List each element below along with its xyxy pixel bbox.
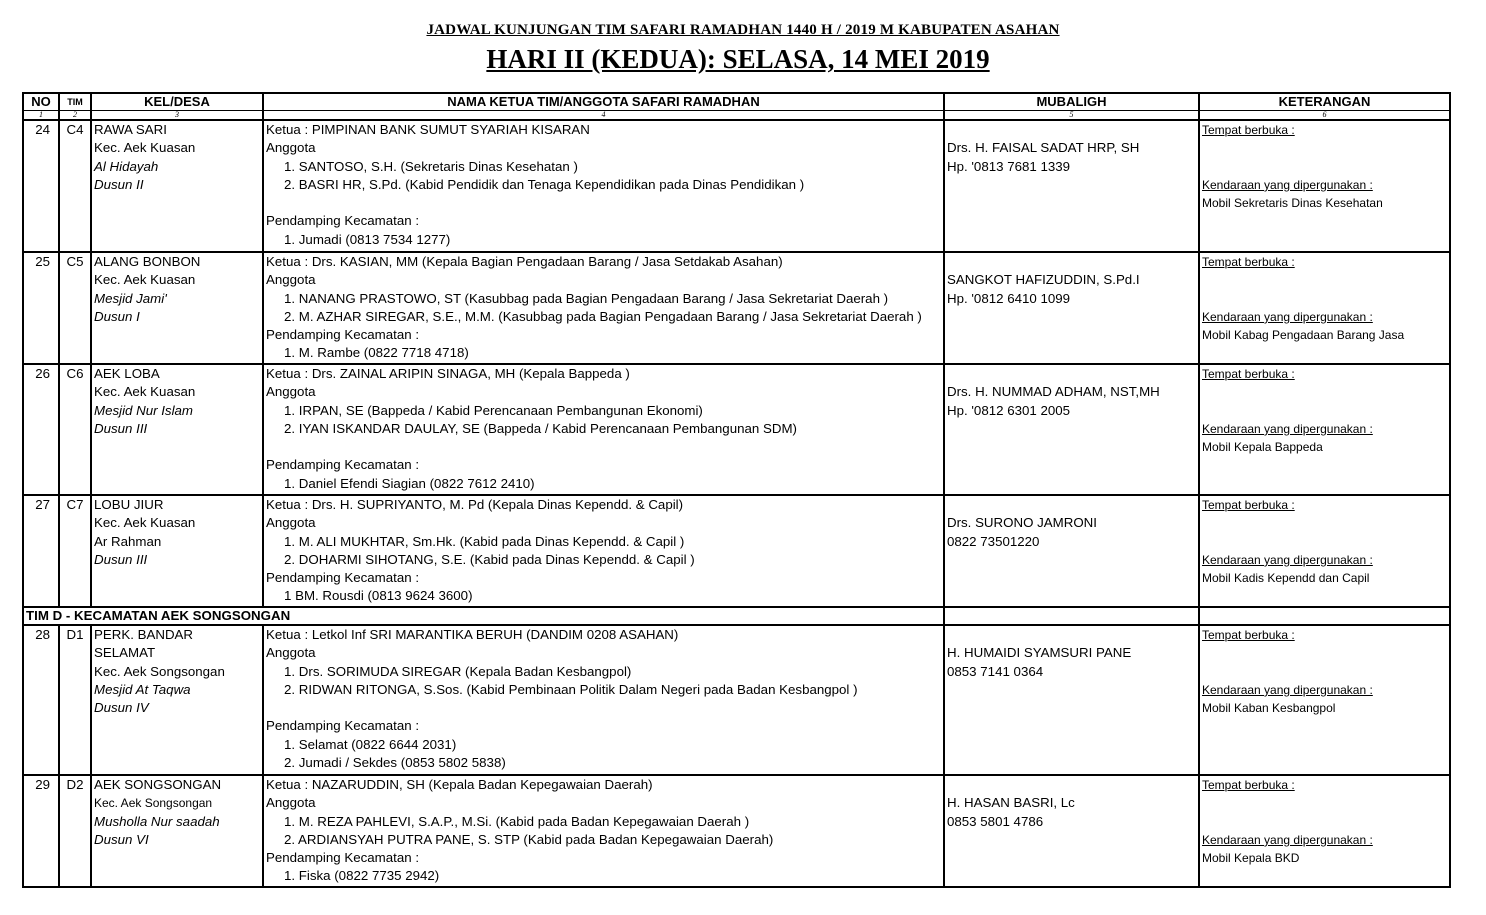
hamlet: Dusun VI xyxy=(94,831,149,847)
village-name: LOBU JIUR xyxy=(94,497,164,512)
preacher-name: Drs. SURONO JAMRONI xyxy=(947,515,1097,531)
document-subtitle: HARI II (KEDUA): SELASA, 14 MEI 2019 xyxy=(486,44,990,74)
team-leader: Ketua : PIMPINAN BANK SUMUT SYARIAH KISARAN xyxy=(266,122,590,137)
header-kel-desa: KEL/DESA xyxy=(91,93,263,111)
preacher-cell xyxy=(944,364,1199,495)
team-leader: Ketua : Drs. ZAINAL ARIPIN SINAGA, MH (Kepala Bappeda ) xyxy=(266,366,630,381)
village-cell xyxy=(91,364,263,495)
village-name: RAWA SARI xyxy=(94,122,167,137)
village-cell xyxy=(91,625,263,775)
preacher-cell xyxy=(944,252,1199,364)
vehicle-label: Kendaraan yang dipergunakan : xyxy=(1202,309,1373,324)
companion-label: Pendamping Kecamatan : xyxy=(266,457,420,473)
col-index: 1 xyxy=(23,111,59,121)
member: 2. RIDWAN RITONGA, S.Sos. (Kabid Pembinaan Politik Dalam Negeri pada Badan Kesbangpol ) xyxy=(284,681,858,697)
row-number: 26 xyxy=(23,364,59,495)
table-row xyxy=(23,364,1450,495)
members-label: Anggota xyxy=(266,795,316,811)
document-title: JADWAL KUNJUNGAN TIM SAFARI RAMADHAN 1440 H / 2019 M KABUPATEN ASAHAN xyxy=(426,22,1060,38)
hamlet: Dusun III xyxy=(94,551,148,567)
team-members-cell xyxy=(263,364,944,495)
table-row xyxy=(23,625,1450,775)
hamlet: Dusun II xyxy=(94,176,144,192)
village-cell xyxy=(91,775,263,887)
preacher-name: Drs. H. NUMMAD ADHAM, NST,MH xyxy=(947,384,1160,400)
column-index-row xyxy=(23,111,1450,121)
member: 2. DOHARMI SIHOTANG, S.E. (Kabid pada Dinas Kependd. & Capil ) xyxy=(284,551,695,567)
section-header xyxy=(23,607,1450,625)
vehicle-label: Kendaraan yang dipergunakan : xyxy=(1202,832,1373,847)
team-leader: Ketua : Drs. H. SUPRIYANTO, M. Pd (Kepala Dinas Kependd. & Capil) xyxy=(266,497,684,512)
vehicle: Mobil Kepala BKD xyxy=(1202,851,1300,866)
companion-label: Pendamping Kecamatan : xyxy=(266,850,420,866)
village-name: ALANG BONBON xyxy=(94,254,201,269)
team-members-cell xyxy=(263,775,944,887)
notes-cell xyxy=(1199,625,1450,775)
preacher-phone: Hp. '0813 7681 1339 xyxy=(947,158,1071,174)
hamlet: Dusun IV xyxy=(94,700,149,716)
companion-label: Pendamping Kecamatan : xyxy=(266,718,420,734)
team-code: C6 xyxy=(59,364,91,495)
preacher-cell xyxy=(944,495,1199,607)
iftar-place-label: Tempat berbuka : xyxy=(1202,367,1295,381)
companion-label: Pendamping Kecamatan : xyxy=(266,570,420,586)
row-number: 25 xyxy=(23,252,59,364)
member: 2. IYAN ISKANDAR DAULAY, SE (Bappeda / Kabid Perencanaan Pembangunan SDM) xyxy=(284,420,797,436)
district: Kec. Aek Kuasan xyxy=(94,384,196,400)
village-cell xyxy=(91,495,263,607)
members-label: Anggota xyxy=(266,384,316,400)
col-index: 5 xyxy=(944,111,1199,121)
preacher-cell xyxy=(944,120,1199,252)
header-mubaligh: MUBALIGH xyxy=(944,93,1199,111)
section-title: TIM D - KECAMATAN AEK SONGSONGAN xyxy=(23,607,944,625)
team-leader: Ketua : Letkol Inf SRI MARANTIKA BERUH (DANDIM 0208 ASAHAN) xyxy=(266,627,679,642)
village-name: AEK SONGSONGAN xyxy=(94,777,222,792)
iftar-place-label: Tempat berbuka : xyxy=(1202,628,1295,642)
table-row xyxy=(23,775,1450,887)
preacher-phone: 0822 73501220 xyxy=(947,533,1040,549)
mosque: Ar Rahman xyxy=(94,533,162,549)
companion: 1. Fiska (0822 7735 2942) xyxy=(284,868,440,884)
members-label: Anggota xyxy=(266,272,316,288)
vehicle: Mobil Kaban Kesbangpol xyxy=(1202,701,1336,716)
iftar-place-label: Tempat berbuka : xyxy=(1202,123,1295,137)
mosque: Musholla Nur saadah xyxy=(94,813,220,829)
header-row xyxy=(23,93,1450,111)
vehicle: Mobil Kadis Kependd dan Capil xyxy=(1202,571,1370,586)
row-number: 27 xyxy=(23,495,59,607)
members-label: Anggota xyxy=(266,515,316,531)
notes-cell xyxy=(1199,252,1450,364)
companion: 1. Daniel Efendi Siagian (0822 7612 2410) xyxy=(284,475,535,491)
iftar-place-label: Tempat berbuka : xyxy=(1202,498,1295,512)
member: 1. NANANG PRASTOWO, ST (Kasubbag pada Bagian Pengadaan Barang / Jasa Sekretariat Daerah ) xyxy=(284,290,889,306)
preacher-phone: 0853 5801 4786 xyxy=(947,813,1044,829)
team-members-cell xyxy=(263,252,944,364)
village-name-cont: SELAMAT xyxy=(94,645,156,661)
team-code: C5 xyxy=(59,252,91,364)
companion-label: Pendamping Kecamatan : xyxy=(266,213,420,229)
preacher-cell xyxy=(944,775,1199,887)
members-label: Anggota xyxy=(266,140,316,156)
district: Kec. Aek Kuasan xyxy=(94,272,196,288)
preacher-name: H. HASAN BASRI, Lc xyxy=(947,795,1075,811)
village-name: AEK LOBA xyxy=(94,366,160,381)
table-row xyxy=(23,120,1450,252)
member: 2. ARDIANSYAH PUTRA PANE, S. STP (Kabid pada Badan Kepegawaian Daerah) xyxy=(284,831,774,847)
team-code: D1 xyxy=(59,625,91,775)
district: Kec. Aek Songsongan xyxy=(94,663,225,679)
notes-cell xyxy=(1199,364,1450,495)
iftar-place-label: Tempat berbuka : xyxy=(1202,778,1295,792)
header-tim: TIM xyxy=(59,93,91,111)
preacher-phone: 0853 7141 0364 xyxy=(947,663,1044,679)
hamlet: Dusun I xyxy=(94,308,140,324)
col-index: 4 xyxy=(263,111,944,121)
vehicle-label: Kendaraan yang dipergunakan : xyxy=(1202,421,1373,436)
member: 1. SANTOSO, S.H. (Sekretaris Dinas Kesehatan ) xyxy=(284,158,578,174)
schedule-table xyxy=(22,92,1451,888)
vehicle-label: Kendaraan yang dipergunakan : xyxy=(1202,177,1373,192)
preacher-cell xyxy=(944,625,1199,775)
notes-cell xyxy=(1199,775,1450,887)
team-code: D2 xyxy=(59,775,91,887)
members-label: Anggota xyxy=(266,645,316,661)
vehicle: Mobil Sekretaris Dinas Kesehatan xyxy=(1202,196,1383,211)
col-index: 2 xyxy=(59,111,91,121)
district: Kec. Aek Kuasan xyxy=(94,140,196,156)
team-leader: Ketua : NAZARUDDIN, SH (Kepala Badan Kepegawaian Daerah) xyxy=(266,777,653,792)
notes-cell xyxy=(1199,495,1450,607)
row-number: 24 xyxy=(23,120,59,252)
hamlet: Dusun III xyxy=(94,420,148,436)
team-members-cell xyxy=(263,120,944,252)
team-members-cell xyxy=(263,495,944,607)
companion: 2. Jumadi / Sekdes (0853 5802 5838) xyxy=(284,755,506,771)
companion: 1. Jumadi (0813 7534 1277) xyxy=(284,231,451,247)
iftar-place-label: Tempat berbuka : xyxy=(1202,255,1295,269)
district: Kec. Aek Kuasan xyxy=(94,515,196,531)
team-leader: Ketua : Drs. KASIAN, MM (Kepala Bagian Pengadaan Barang / Jasa Setdakab Asahan) xyxy=(266,254,783,269)
preacher-name: H. HUMAIDI SYAMSURI PANE xyxy=(947,645,1132,661)
vehicle-label: Kendaraan yang dipergunakan : xyxy=(1202,552,1373,567)
preacher-name: Drs. H. FAISAL SADAT HRP, SH xyxy=(947,140,1140,156)
team-code: C4 xyxy=(59,120,91,252)
mosque: Mesjid Nur Islam xyxy=(94,402,194,418)
col-index: 6 xyxy=(1199,111,1450,121)
col-index: 3 xyxy=(91,111,263,121)
mosque: Mesjid Jami' xyxy=(94,290,167,306)
mosque: Al Hidayah xyxy=(94,158,159,174)
preacher-phone: Hp. '0812 6301 2005 xyxy=(947,402,1071,418)
member: 1. Drs. SORIMUDA SIREGAR (Kepala Badan Kesbangpol) xyxy=(284,663,632,679)
header-keterangan: KETERANGAN xyxy=(1199,93,1450,111)
member: 1. M. REZA PAHLEVI, S.A.P., M.Si. (Kabid pada Badan Kepegawaian Daerah ) xyxy=(284,813,750,829)
preacher-name: SANGKOT HAFIZUDDIN, S.Pd.I xyxy=(947,272,1140,288)
header-nama: NAMA KETUA TIM/ANGGOTA SAFARI RAMADHAN xyxy=(263,93,944,111)
preacher-phone: Hp. '0812 6410 1099 xyxy=(947,290,1071,306)
village-cell xyxy=(91,120,263,252)
table-row xyxy=(23,252,1450,364)
notes-cell xyxy=(1199,120,1450,252)
table-row xyxy=(23,495,1450,607)
member: 1. IRPAN, SE (Bappeda / Kabid Perencanaan Pembangunan Ekonomi) xyxy=(284,402,703,418)
companion: 1. Selamat (0822 6644 2031) xyxy=(284,736,457,752)
companion-label: Pendamping Kecamatan : xyxy=(266,327,420,343)
team-members-cell xyxy=(263,625,944,775)
companion: 1. M. Rambe (0822 7718 4718) xyxy=(284,345,469,361)
companion: 1 BM. Rousdi (0813 9624 3600) xyxy=(284,588,473,604)
village-cell xyxy=(91,252,263,364)
member: 1. M. ALI MUKHTAR, Sm.Hk. (Kabid pada Dinas Kependd. & Capil ) xyxy=(284,533,685,549)
member: 2. BASRI HR, S.Pd. (Kabid Pendidik dan Tenaga Kependidikan pada Dinas Pendidikan ) xyxy=(284,176,805,192)
mosque: Mesjid At Taqwa xyxy=(94,681,191,697)
vehicle: Mobil Kepala Bappeda xyxy=(1202,440,1323,455)
district: Kec. Aek Songsongan xyxy=(94,796,213,811)
vehicle-label: Kendaraan yang dipergunakan : xyxy=(1202,682,1373,697)
member: 2. M. AZHAR SIREGAR, S.E., M.M. (Kasubbag pada Bagian Pengadaan Barang / Jasa Sekretariat Daerah ) xyxy=(284,308,922,324)
header-no: NO xyxy=(23,93,59,111)
village-name: PERK. BANDAR xyxy=(94,627,194,642)
team-code: C7 xyxy=(59,495,91,607)
vehicle: Mobil Kabag Pengadaan Barang Jasa xyxy=(1202,328,1405,343)
row-number: 28 xyxy=(23,625,59,775)
row-number: 29 xyxy=(23,775,59,887)
